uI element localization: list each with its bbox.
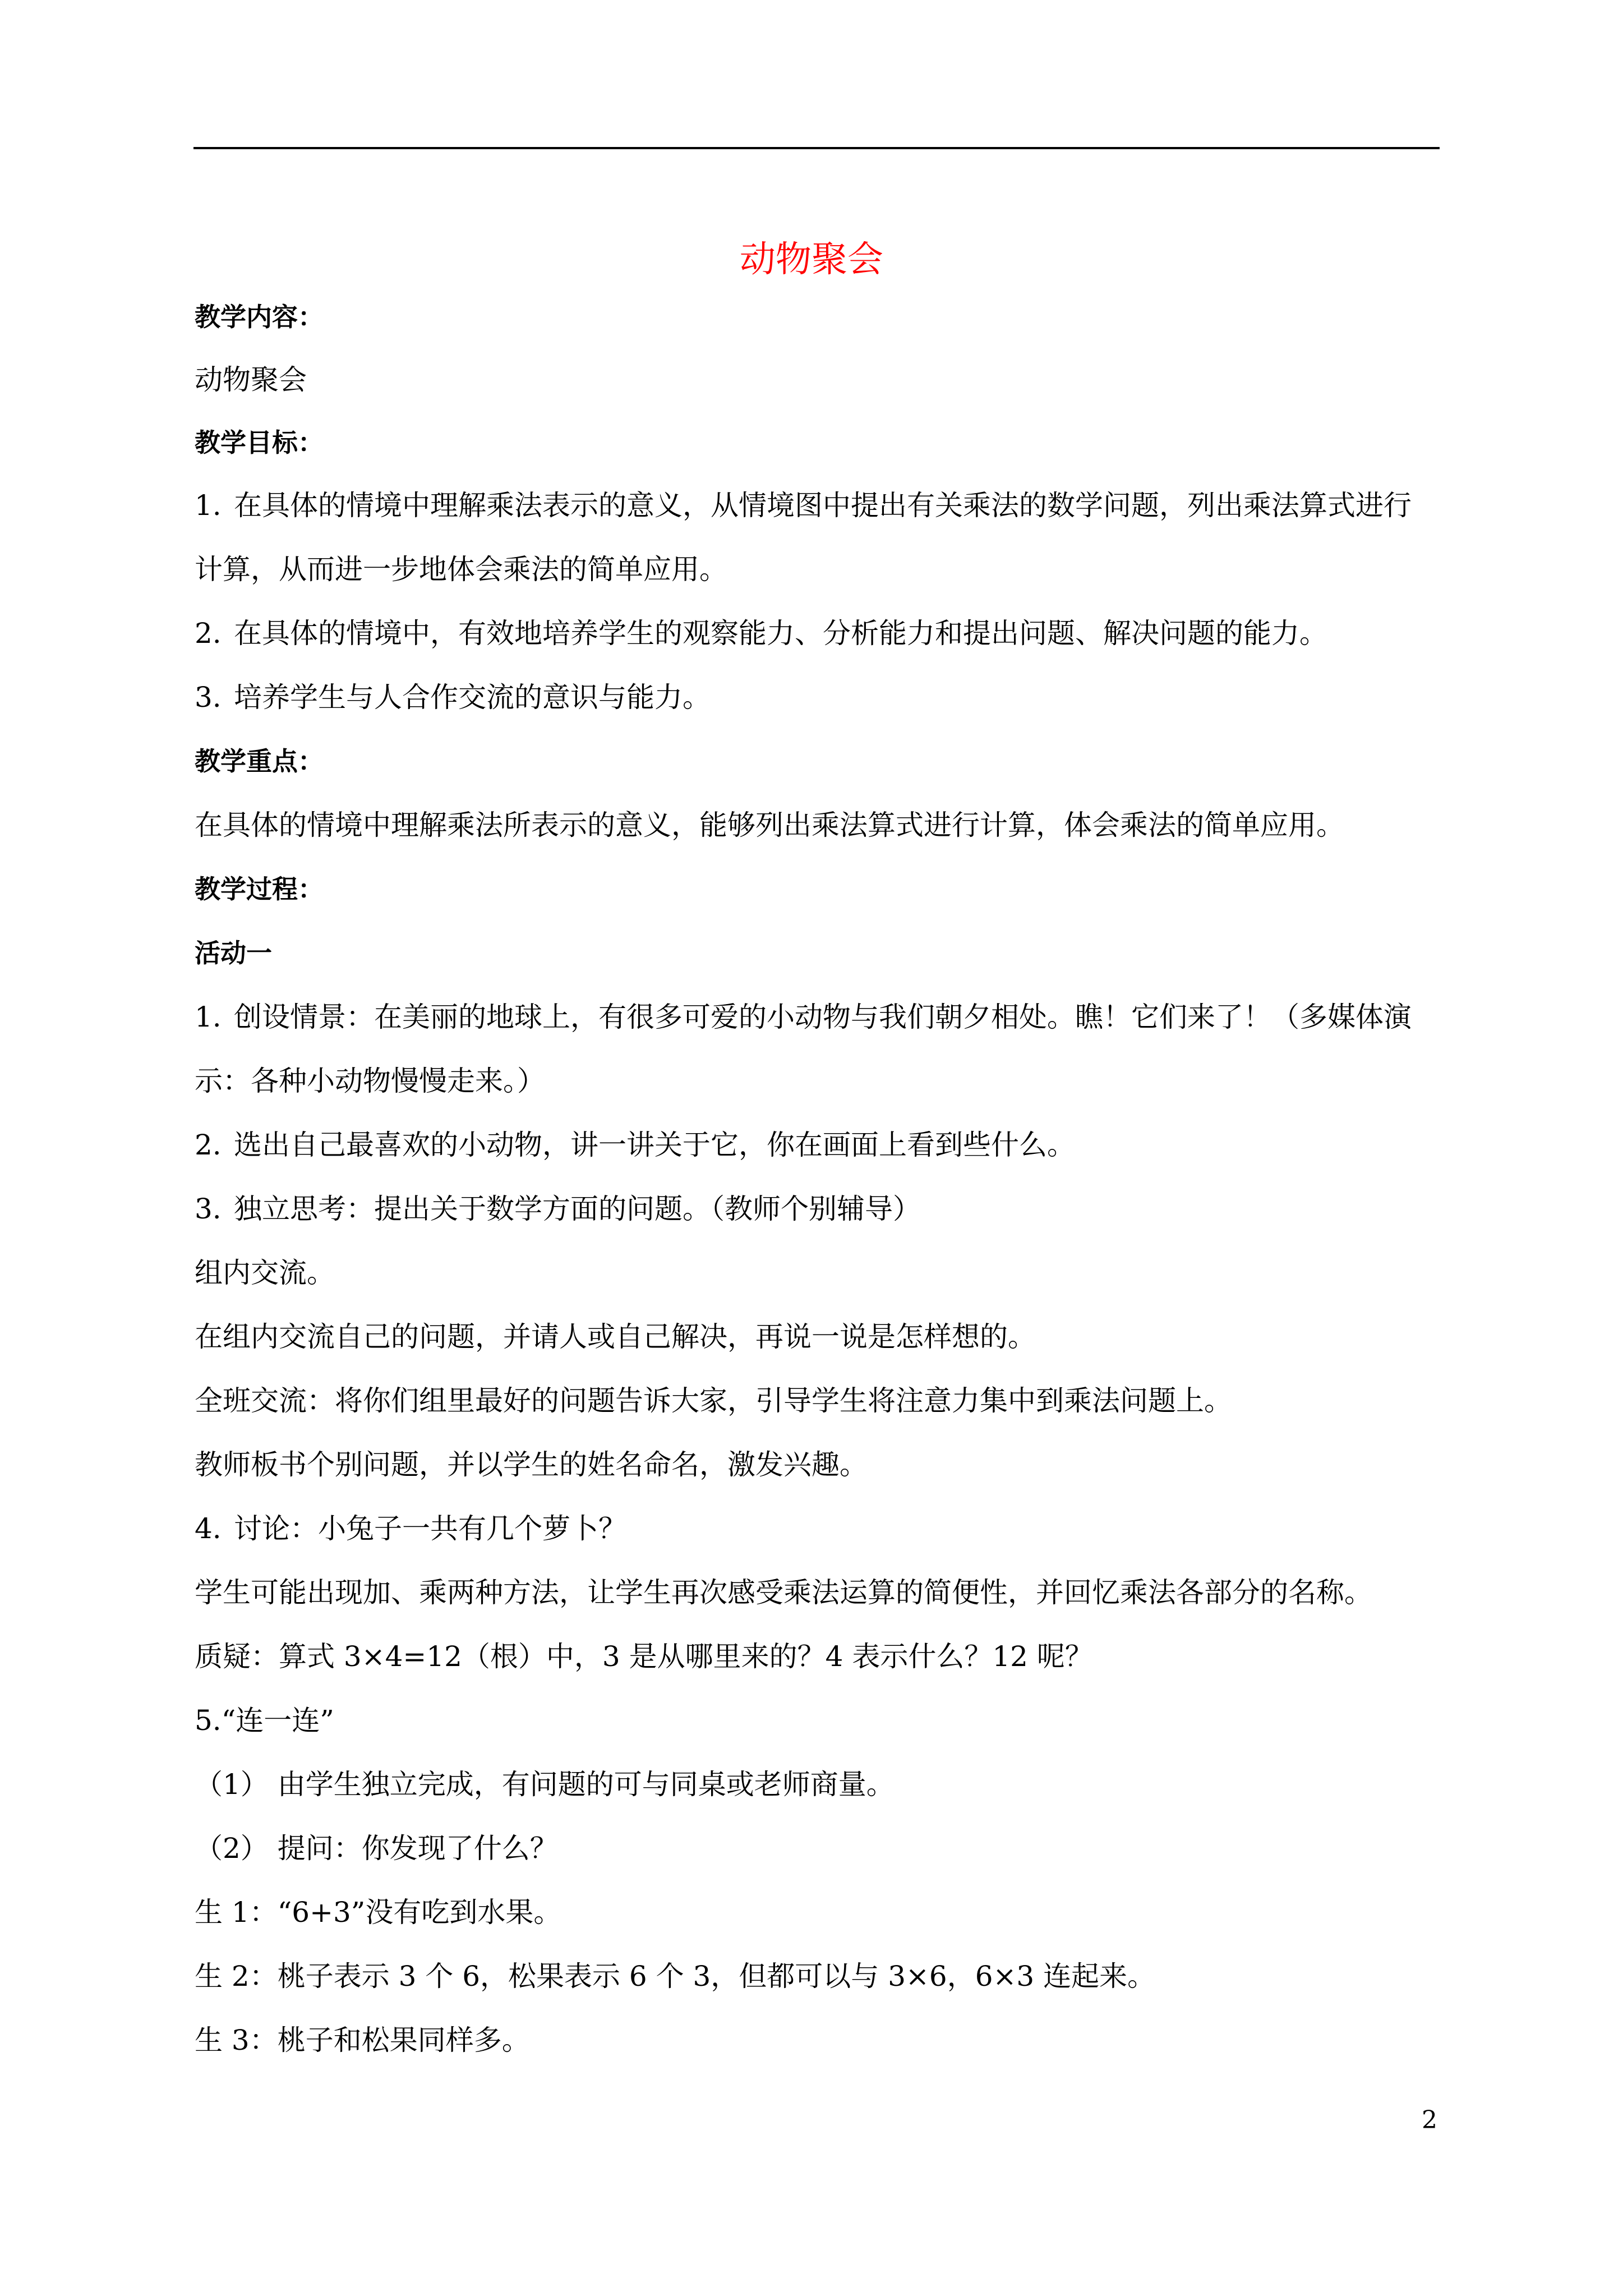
document-title: 动物聚会 [740,238,883,280]
class-exchange: 全班交流：将你们组里最好的问题告诉大家，引导学生将注意力集中到乘法问题上。 [195,1384,1232,1417]
objective-1-number: 1. [195,489,222,522]
activity-step-2 [195,1125,1075,1165]
heading-key-points: 教学重点： [195,746,324,776]
heading-teaching-objectives: 教学目标： [195,427,324,458]
student-answer-2: 生 2：桃子表示 3 个 6，松果表示 6 个 3，但都可以与 3×6，6×3 连起来。 [195,1960,1156,1993]
objective-3-text: 培养学生与人合作交流的意识与能力。 [234,681,711,714]
objective-2-number: 2. [195,617,222,650]
step-4-detail: 学生可能出现加、乘两种方法，让学生再次感受乘法运算的简便性，并回忆乘法各部分的名称。 [195,1576,1372,1609]
sub-item-2-number: （2） [195,1832,269,1865]
sub-item-1-text: 由学生独立完成，有问题的可与同桌或老师商量。 [277,1768,895,1801]
question-line: 质疑：算式 3×4=12（根）中，3 是从哪里来的？4 表示什么？12 呢？ [195,1640,1093,1673]
objective-1-line-2: 计算，从而进一步地体会乘法的简单应用。 [195,553,727,586]
activity-step-1-line-1 [195,997,1412,1037]
sub-item-1 [195,1765,895,1804]
key-points-text: 在具体的情境中理解乘法所表示的意义，能够列出乘法算式进行计算，体会乘法的简单应用。 [195,809,1344,841]
heading-teaching-process: 教学过程： [195,874,324,904]
step-1-number: 1. [195,1001,222,1033]
header-rule [193,147,1440,149]
activity-step-5: 5.“连一连” [195,1704,334,1737]
objective-3 [195,678,711,717]
activity-step-4 [195,1509,626,1548]
page-number: 2 [1422,2106,1437,2134]
student-answer-3: 生 3：桃子和松果同样多。 [195,2024,530,2056]
objective-1-line-1 [195,486,1412,525]
step-3-text: 独立思考：提出关于数学方面的问题。（教师个别辅导） [234,1193,921,1225]
step-2-number: 2. [195,1129,222,1161]
group-exchange-detail: 在组内交流自己的问题，并请人或自己解决，再说一说是怎样想的。 [195,1320,1036,1353]
group-exchange: 组内交流。 [195,1257,335,1289]
objective-2-text: 在具体的情境中，有效地培养学生的观察能力、分析能力和提出问题、解决问题的能力。 [234,617,1327,650]
activity-step-3 [195,1189,921,1228]
heading-teaching-content: 教学内容： [195,302,324,332]
step-3-number: 3. [195,1193,222,1225]
board-writing: 教师板书个别问题，并以学生的姓名命名，激发兴趣。 [195,1448,868,1481]
student-answer-1: 生 1：“6+3”没有吃到水果。 [195,1896,562,1929]
step-4-number: 4. [195,1512,222,1545]
step-2-text: 选出自己最喜欢的小动物，讲一讲关于它，你在画面上看到些什么。 [234,1129,1075,1161]
heading-activity-one: 活动一 [195,938,272,968]
activity-step-1-line-2: 示：各种小动物慢慢走来。） [195,1065,545,1097]
objective-1-text: 在具体的情境中理解乘法表示的意义，从情境图中提出有关乘法的数学问题，列出乘法算式进行 [234,489,1412,522]
step-4-text: 讨论：小兔子一共有几个萝卜？ [234,1512,626,1545]
sub-item-2 [195,1829,558,1868]
objective-2 [195,614,1327,653]
objective-3-number: 3. [195,681,222,714]
teaching-content-text: 动物聚会 [195,364,307,396]
sub-item-2-text: 提问：你发现了什么？ [277,1832,558,1865]
sub-item-1-number: （1） [195,1768,269,1801]
step-1-text: 创设情景：在美丽的地球上，有很多可爱的小动物与我们朝夕相处。瞧！它们来了！（多媒体演 [234,1001,1412,1033]
